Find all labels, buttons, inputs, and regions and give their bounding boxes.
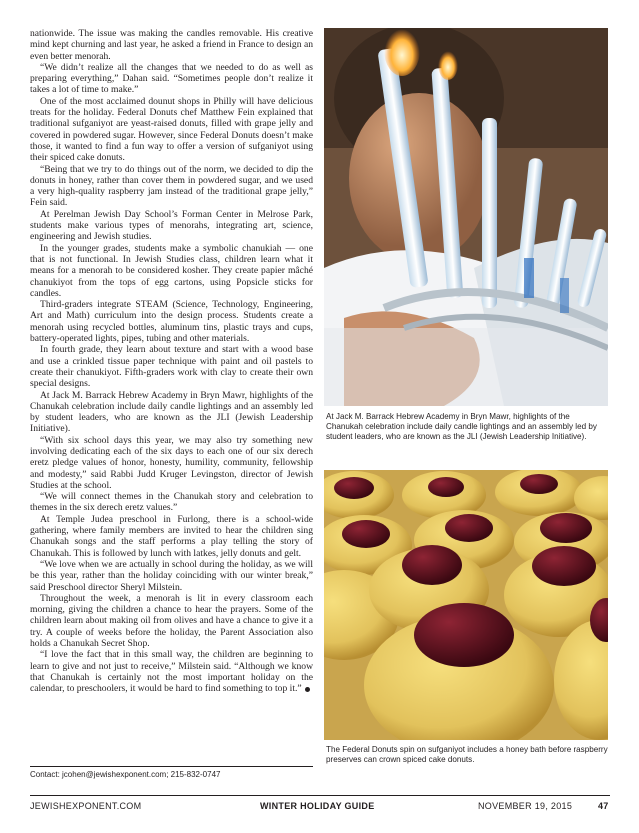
article-paragraph: At Temple Judea preschool in Furlong, there is a school-wide gathering, where family members are invited to hear the children sing Chanukah songs and the staff performs a play telling the story of Chanukah. This is followed by lunch with latkes, jelly donuts and gelt. bbox=[30, 513, 313, 559]
article-paragraph: “We love when we are actually in school during the holiday, as we will be this year, rather than the holiday coinciding with our winter break,” said Preschool director Sheryl Milstein. bbox=[30, 558, 313, 593]
footer-divider bbox=[30, 795, 610, 796]
article-paragraph: At Perelman Jewish Day School’s Forman Center in Melrose Park, students make various types of menorahs, integrating art, science, engineering and Jewish studies. bbox=[30, 208, 313, 243]
footer-section: WINTER HOLIDAY GUIDE bbox=[260, 801, 375, 811]
footer-site: JEWISHEXPONENT.COM bbox=[30, 801, 142, 811]
menorah-photo bbox=[324, 28, 608, 406]
article-paragraph: At Jack M. Barrack Hebrew Academy in Bryn Mawr, highlights of the Chanukah celebration include daily candle lightings and an assembly led by student leaders, who are known as the JLI (Jewish Leadership Initiative). bbox=[30, 389, 313, 435]
footer-date: NOVEMBER 19, 2015 bbox=[478, 801, 573, 811]
article-paragraph: “We didn’t realize all the changes that we needed to do as well as preparing everything,” Dahan said. “Sometimes people don’t realize it takes a lot of time to make.” bbox=[30, 61, 313, 96]
menorah-photo-caption: At Jack M. Barrack Hebrew Academy in Bryn Mawr, highlights of the Chanukah celebration include daily candle lightings and an assembly led by student leaders, who are known as the JLI (Jewish Leadership Initiative). bbox=[326, 412, 597, 442]
article-paragraph: One of the most acclaimed dounut shops in Philly will have delicious treats for the holiday. Federal Donuts chef Matthew Fein explained that traditional sufganiyot are yeast-raised donuts, filled with grape jelly and covered in powdered sugar. However, since Federal Donuts doesn’t make those, it wanted to find a fun way to offer a version of sufganiyot using their spiced cake donuts. bbox=[30, 95, 313, 164]
article-paragraph-text: “I love the fact that in this small way, the children are beginning to learn to give and not just to receive,” Milstein said. “Although we know that Chanukah is certainly not the most important holiday on the calendar, to preschoolers, it would be hard to find something to top it.” bbox=[30, 649, 313, 695]
donuts-photo-caption: The Federal Donuts spin on sufganiyot includes a honey bath before raspberry preserves can crown spiced cake donuts. bbox=[326, 745, 608, 765]
donuts-photo bbox=[324, 470, 608, 740]
article-paragraph: Third-graders integrate STEAM (Science, Technology, Engineering, Art and Math) curriculum into the design process. Students create a menorah using recycled bottles, aluminum tins, plastic trays and cups, battery-operated lights, pipes, tubing and other materials. bbox=[30, 299, 313, 345]
article-paragraph: nationwide. The issue was making the candles removable. His creative mind kept churning and last year, he asked a friend in France to design an even better menorah. bbox=[30, 28, 313, 62]
article-body bbox=[30, 28, 313, 695]
end-of-article-mark bbox=[305, 687, 310, 692]
contact-divider bbox=[30, 766, 313, 767]
article-paragraph-last bbox=[30, 649, 313, 694]
article-paragraph: Throughout the week, a menorah is lit in every classroom each morning, giving the children a chance to hear the prayers. Some of the children learn about making oil from olives and have a chance to give it a try. A couple of weeks before the holiday, the Parent Association also holds a Chanukah Secret Shop. bbox=[30, 592, 313, 650]
article-paragraph: “Being that we try to do things out of the norm, we decided to dip the donuts in honey, rather than cover them in powdered sugar, and we used a very high-quality raspberry jam instead of the traditional grape jelly,” Fein said. bbox=[30, 163, 313, 209]
article-paragraph: In the younger grades, students make a symbolic chanukiah — one that is not functional. In Jewish Studies class, children learn what it means for a menorah to be considered kosher. They create papier mâché chanukiyot from the tops of egg cartons, using Popsicle sticks for candles. bbox=[30, 242, 313, 299]
article-paragraph: “With six school days this year, we may also try something new involving dedicating each of the six days to each one of our six derech eretz pledge values of honor, honesty, humility, community, fellowship and modesty,” said Rabbi Judd Kruger Levingston, director of Jewish Studies at the school. bbox=[30, 434, 313, 491]
menorah-illustration bbox=[324, 28, 608, 406]
donuts-illustration bbox=[324, 470, 608, 740]
article-paragraph: “We will connect themes in the Chanukah story and celebration to themes in the six derech eretz values.” bbox=[30, 491, 313, 514]
footer-page-number: 47 bbox=[598, 801, 609, 811]
article-paragraph: In fourth grade, they learn about texture and start with a wood base and use a crinkled tissue paper technique with paint and oil pastels to create their chanukiyot. Fifth-graders work with clay to create their own special designs. bbox=[30, 344, 313, 390]
contact-line: Contact: jcohen@jewishexponent.com; 215-832-0747 bbox=[30, 770, 221, 779]
